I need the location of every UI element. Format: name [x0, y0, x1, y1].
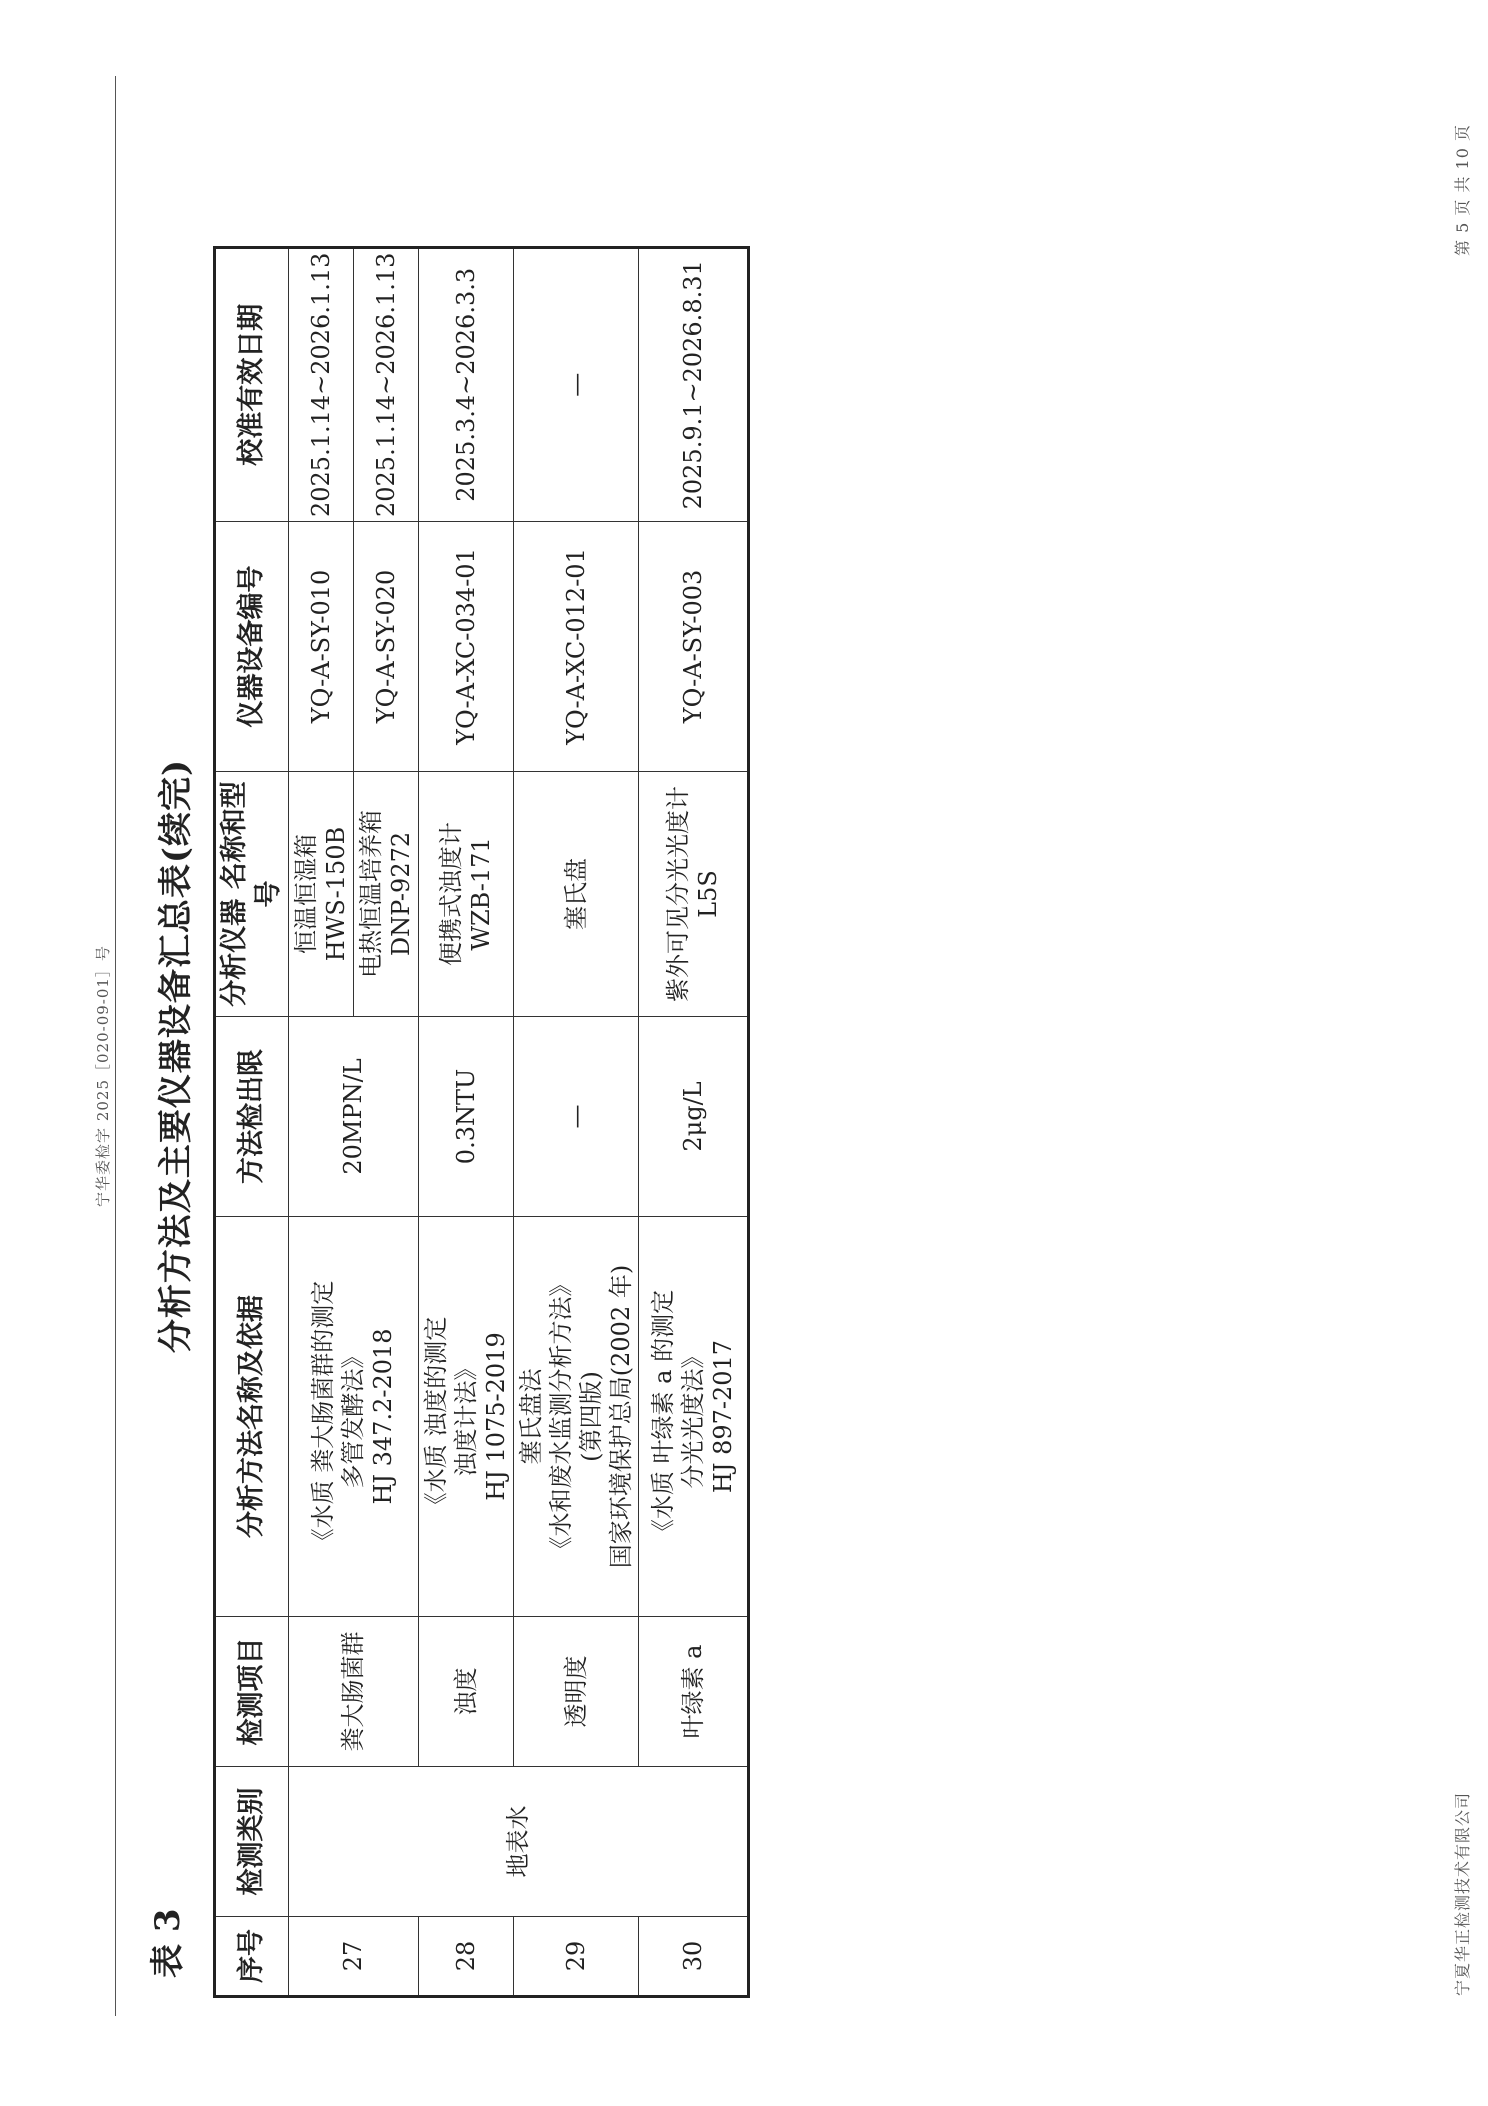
cell-instrument [353, 772, 418, 1017]
cell-method [418, 1217, 513, 1617]
method-line: 《水质 叶绿素 a 的测定 [648, 1289, 677, 1544]
col-header-item: 检测项目 [215, 1617, 289, 1767]
header-rule [115, 76, 116, 2016]
cell-limit: 2μg/L [638, 1017, 748, 1217]
col-header-method: 分析方法名称及依据 [215, 1217, 289, 1617]
cell-instrument [288, 772, 353, 1017]
method-line: HJ 347.2-2018 [369, 1328, 397, 1505]
cell-instrument-id: YQ-A-SY-020 [353, 522, 418, 772]
col-header-instrument-id: 仪器设备编号 [215, 522, 289, 772]
cell-item: 叶绿素 a [638, 1617, 748, 1767]
cell-item: 粪大肠菌群 [288, 1617, 418, 1767]
method-line: 国家环境保护总局(2002 年) [606, 1264, 635, 1569]
cell-no: 30 [638, 1917, 748, 1997]
table-row [513, 247, 638, 1996]
method-line: 《水质 浊度的测定 [421, 1316, 450, 1517]
instrument-name: 便携式浊度计 [436, 822, 465, 966]
method-line: 多管发酵法》 [339, 1344, 367, 1489]
col-header-limit: 方法检出限 [215, 1017, 289, 1217]
cell-method [513, 1217, 638, 1617]
cell-calibration-date: 2025.1.14~2026.1.13 [288, 247, 353, 521]
footer-company: 宁夏华正检测技术有限公司 [1453, 1791, 1472, 1996]
cell-limit: — [513, 1017, 638, 1217]
instrument-name: 紫外可见分光光度计 [663, 786, 692, 1002]
cell-instrument [638, 772, 748, 1017]
method-line: 浊度计法》 [451, 1356, 480, 1477]
col-header-instrument: 分析仪器 名称和型号 [215, 772, 289, 1017]
instrument-model: DNP-9272 [386, 831, 415, 957]
col-header-calibration-date: 校准有效日期 [215, 247, 289, 521]
cell-item: 浊度 [418, 1617, 513, 1767]
method-line: HJ 1075-2019 [481, 1332, 510, 1501]
instrument-name: 电热恒温培养箱 [356, 810, 385, 978]
method-line: 《水质 粪大肠菌群的测定 [309, 1280, 337, 1553]
cell-calibration-date: 2025.3.4~2026.3.3 [418, 247, 513, 521]
method-line: (第四版) [576, 1371, 605, 1462]
table-label: 表 3 [148, 1908, 188, 1978]
cell-instrument-id: YQ-A-XC-012-01 [513, 522, 638, 772]
cell-limit: 20MPN/L [288, 1017, 418, 1217]
cell-instrument-id: YQ-A-XC-034-01 [418, 522, 513, 772]
cell-item: 透明度 [513, 1617, 638, 1767]
cell-instrument-id: YQ-A-SY-003 [638, 522, 748, 772]
footer-page-number: 第 5 页 共 10 页 [1453, 124, 1472, 256]
cell-calibration-date: — [513, 247, 638, 521]
cell-limit: 0.3NTU [418, 1017, 513, 1217]
instrument-model: WZB-171 [466, 837, 495, 951]
methods-table [213, 246, 750, 1998]
table-header-row [215, 247, 289, 1996]
cell-no: 29 [513, 1917, 638, 1997]
cell-instrument [418, 772, 513, 1017]
instrument-model: HWS-150B [321, 826, 350, 962]
instrument-name: 恒温恒湿箱 [291, 834, 320, 954]
table-title: 分析方法及主要仪器设备汇总表(续完) [156, 758, 196, 1354]
table-row [288, 247, 353, 1996]
cell-instrument-id: YQ-A-SY-010 [288, 522, 353, 772]
document-number: 宁华委检字 2025［020-09-01］号 [94, 945, 112, 1207]
cell-no: 27 [288, 1917, 418, 1997]
cell-calibration-date: 2025.1.14~2026.1.13 [353, 247, 418, 521]
col-header-category: 检测类别 [215, 1767, 289, 1917]
cell-category: 地表水 [288, 1767, 748, 1917]
cell-method [638, 1217, 748, 1617]
method-line: HJ 897-2017 [708, 1339, 737, 1494]
col-header-no: 序号 [215, 1917, 289, 1997]
cell-no: 28 [418, 1917, 513, 1997]
table-row [418, 247, 513, 1996]
instrument-model: L5S [693, 870, 722, 918]
method-line: 分光光度法》 [678, 1344, 707, 1489]
method-line: 塞氏盘法 [516, 1368, 545, 1465]
table-row [638, 247, 748, 1996]
cell-calibration-date: 2025.9.1~2026.8.31 [638, 247, 748, 521]
cell-method [288, 1217, 418, 1617]
method-line: 《水和废水监测分析方法》 [546, 1272, 575, 1561]
cell-instrument: 塞氏盘 [513, 772, 638, 1017]
